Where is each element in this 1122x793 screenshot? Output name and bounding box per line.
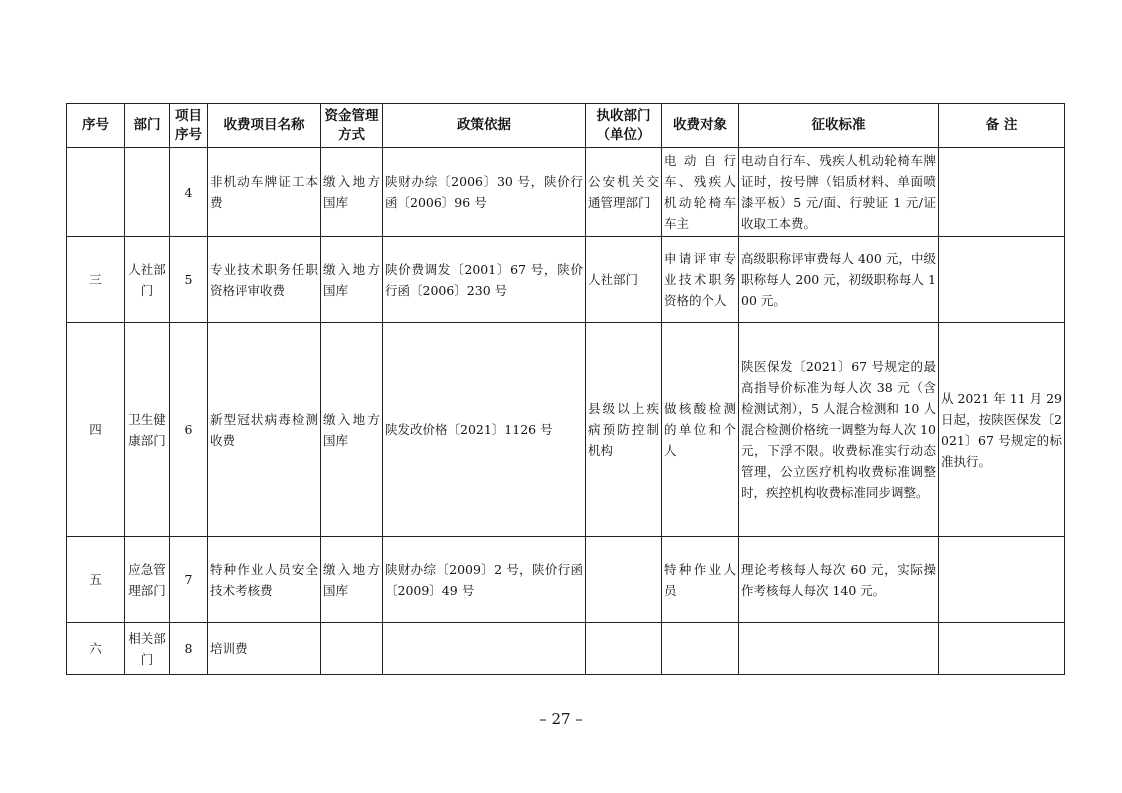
table-row	[67, 237, 1065, 323]
cell-fee-target: 特种作业人员	[662, 537, 739, 623]
cell-dept	[125, 148, 170, 237]
cell-fund-management: 缴入地方国库	[321, 537, 383, 623]
cell-dept: 相关部门	[125, 623, 170, 675]
cell-fee-standard: 理论考核每人每次 60 元，实际操作考核每人每次 140 元。	[739, 537, 939, 623]
cell-fee-standard: 陕医保发〔2021〕67 号规定的最高指导价标准为每人次 38 元（含检测试剂），5 人混合检测和 10 人混合检测价格统一调整为每人次 10 元，下浮不限。收费标准实行动态管理，公立医疗机构收费标准调整时，疾控机构收费标准同步调整。	[739, 323, 939, 537]
cell-fee-standard	[739, 623, 939, 675]
table-row	[67, 148, 1065, 237]
cell-seq: 五	[67, 537, 125, 623]
cell-seq: 四	[67, 323, 125, 537]
cell-collecting-unit	[586, 537, 662, 623]
cell-item-name: 培训费	[208, 623, 321, 675]
table-row	[67, 323, 1065, 537]
cell-fee-target	[662, 623, 739, 675]
cell-item-no: 5	[170, 237, 208, 323]
cell-fee-standard: 高级职称评审费每人 400 元，中级职称每人 200 元，初级职称每人 100 元。	[739, 237, 939, 323]
cell-policy-basis: 陕发改价格〔2021〕1126 号	[383, 323, 586, 537]
header-policy-basis: 政策依据	[383, 104, 586, 148]
cell-collecting-unit: 人社部门	[586, 237, 662, 323]
cell-fund-management: 缴入地方国库	[321, 148, 383, 237]
cell-item-name: 专业技术职务任职资格评审收费	[208, 237, 321, 323]
cell-item-name: 新型冠状病毒检测收费	[208, 323, 321, 537]
cell-item-name: 特种作业人员安全技术考核费	[208, 537, 321, 623]
cell-seq: 六	[67, 623, 125, 675]
cell-fee-target: 电动自行车、残疾人机动轮椅车车主	[662, 148, 739, 237]
header-fund-management: 资金管理方式	[321, 104, 383, 148]
cell-seq: 三	[67, 237, 125, 323]
cell-fee-target: 申请评审专业技术职务资格的个人	[662, 237, 739, 323]
cell-item-no: 8	[170, 623, 208, 675]
cell-collecting-unit: 公安机关交通管理部门	[586, 148, 662, 237]
cell-item-no: 7	[170, 537, 208, 623]
cell-remark	[939, 237, 1065, 323]
header-item-no: 项目序号	[170, 104, 208, 148]
cell-item-no: 6	[170, 323, 208, 537]
cell-remark	[939, 623, 1065, 675]
header-remark: 备 注	[939, 104, 1065, 148]
table-row	[67, 623, 1065, 675]
header-dept: 部门	[125, 104, 170, 148]
page-number: – 27 –	[539, 710, 583, 728]
cell-dept: 人社部门	[125, 237, 170, 323]
cell-policy-basis: 陕财办综〔2009〕2 号，陕价行函〔2009〕49 号	[383, 537, 586, 623]
cell-item-no: 4	[170, 148, 208, 237]
cell-remark	[939, 537, 1065, 623]
header-fee-standard: 征收标准	[739, 104, 939, 148]
table-header-row	[67, 104, 1065, 148]
cell-item-name: 非机动车牌证工本费	[208, 148, 321, 237]
table-row	[67, 537, 1065, 623]
cell-seq	[67, 148, 125, 237]
cell-collecting-unit: 县级以上疾病预防控制机构	[586, 323, 662, 537]
cell-policy-basis	[383, 623, 586, 675]
cell-fund-management: 缴入地方国库	[321, 237, 383, 323]
cell-fee-standard: 电动自行车、残疾人机动轮椅车牌证时，按号牌（铝质材料、单面喷漆平板）5 元/面、行驶证 1 元/证收取工本费。	[739, 148, 939, 237]
cell-dept: 卫生健康部门	[125, 323, 170, 537]
cell-remark: 从 2021 年 11 月 29 日起，按陕医保发〔2021〕67 号规定的标准执行。	[939, 323, 1065, 537]
cell-fee-target: 做核酸检测的单位和个人	[662, 323, 739, 537]
cell-policy-basis: 陕价费调发〔2001〕67 号，陕价行函〔2006〕230 号	[383, 237, 586, 323]
header-seq: 序号	[67, 104, 125, 148]
fee-table	[66, 103, 1065, 675]
cell-dept: 应急管理部门	[125, 537, 170, 623]
cell-remark	[939, 148, 1065, 237]
cell-fund-management: 缴入地方国库	[321, 323, 383, 537]
cell-fund-management	[321, 623, 383, 675]
header-collecting-unit: 执收部门（单位）	[586, 104, 662, 148]
cell-policy-basis: 陕财办综〔2006〕30 号，陕价行函〔2006〕96 号	[383, 148, 586, 237]
cell-collecting-unit	[586, 623, 662, 675]
header-item-name: 收费项目名称	[208, 104, 321, 148]
header-fee-target: 收费对象	[662, 104, 739, 148]
